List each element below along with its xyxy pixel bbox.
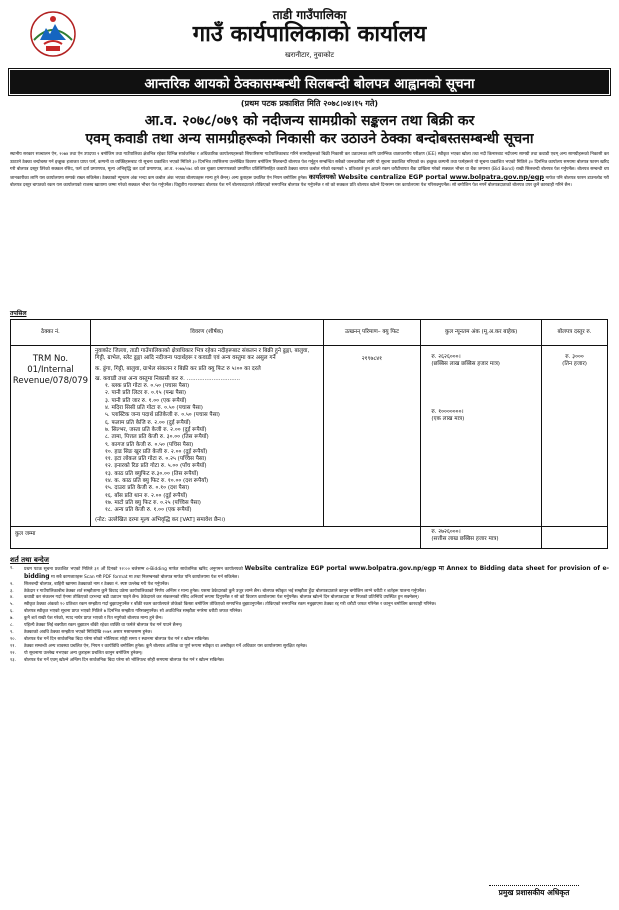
term-number: १. [10, 565, 14, 571]
term-number: २. [10, 581, 14, 587]
list-item: १३. काठ प्रति क्युफिट रु.३०.०० (तिस रूपैयाँ) [104, 470, 199, 477]
term-text [24, 658, 609, 665]
terms-list [10, 566, 609, 665]
municipality-name: ताडी गाउँपालिका [272, 8, 347, 22]
list-item: १७. माटो प्रति क्यु फिट रु. ०.२५ (पच्चिस पैसा) [104, 499, 201, 506]
notice-title [10, 112, 609, 148]
term-item [10, 637, 609, 644]
office-address: खरानीटार, नुवाकोट [284, 51, 335, 59]
term-number: ८. [10, 623, 14, 629]
term-text-a: बोलपत्र स्वीकृत भएको सूचना प्राप्त भएको मितिले ७ दिनभित्र सम्झौता गरिसक्नुपर्नेछ। सो अवधिभित्र सम्झौता नगरेमा धरौटी जफत गरिनेछ। [24, 609, 243, 615]
office-name: गाउँ कार्यपालिकाको कार्यालय [192, 22, 427, 47]
signature-block [489, 885, 579, 898]
term-text [24, 623, 609, 630]
term-text-a: पहिल्यै ठेक्का लिई बक्यौता रकम बुझाउन बाँकी रहेका व्यक्ति वा फर्मले बोलपत्र पेश गर्न पाउने छैनन्। [24, 623, 183, 629]
fee-words: (तिन हजार) [562, 361, 587, 367]
term-highlight: Website centralize EGP portal www.bolpatra.gov.np/egp मा Annex to Bidding data sheet for provision of e-bidding [24, 564, 609, 580]
intro-hl-prefix: कार्यालयको Website centralize EGP portal [308, 172, 450, 181]
col-header-fee: बोलपत्र दस्तुर रु. [542, 320, 608, 346]
term-number: १२. [10, 650, 16, 656]
term-item [10, 566, 609, 582]
term-text-a: ठेकेदार र गाउँपालिकाबीच ठेक्का शर्त सम्झौतामा कुनै विवाद उठेमा कार्यपालिकाको निर्णय अन्तिम र मान्य हुनेछ। यसमा ठेकेदारको कुनै उजुर लाग्ने छैन। बोलपत्र स्वीकृत भई सम्झौता हुँदा बोलपत्रदाताले कानुन बमोजिम लाग्ने धरौटी र शर्तहरू पालना गर्नुपर्नेछ। [24, 588, 426, 594]
table-row [11, 346, 608, 527]
notice-title-line1: आ.व. २०७८/०७९ को नदीजन्य सामग्रीको सङ्कलन तथा बिक्री कर [144, 113, 475, 129]
total-label: कुल जम्मा [11, 526, 421, 548]
total-row [11, 526, 608, 548]
term-text [24, 651, 609, 658]
col-header-description: विवरण (शीर्षक) [90, 320, 323, 346]
term-text-a: कुनै शर्त राखी पेश गरेको, म्याद नाघेर प्राप्त भएको र रित नपुगेको बोलपत्र मान्य हुने छैन। [24, 616, 163, 622]
term-text [24, 582, 609, 589]
amount2-words: (एक लाख मात्र) [431, 416, 465, 422]
list-item: ७. सिल्भर, जस्ता प्रति केजी रु. २.०० (दुई रूपैयाँ) [104, 426, 207, 433]
term-text-a: बोलपत्र पेश गर्ने दिन सार्वजनिक बिदा परेमा सोको भोलिपल्ट सोही समय र स्थानमा बोलपत्र पेश गर्न र खोल्न सकिनेछ। [24, 636, 210, 642]
term-item [10, 658, 609, 665]
description-kha: ख. कवाडी तथा अन्य वस्तुमा निकासी कर रु. .............................. [94, 375, 241, 382]
term-text [24, 637, 609, 644]
term-item [10, 644, 609, 651]
bolpatra-link[interactable]: www.bolpatra.gov.np/egp [449, 172, 545, 181]
list-item: १५. दाउरा प्रति केजी रु. ०.१० (दश पैसा) [104, 485, 190, 492]
term-item [10, 582, 609, 589]
term-number: १३. [10, 657, 16, 663]
term-text-b: मा सबै कागजातहरू Scan गरी PDF format मा तथा निलम्बनको बोलपत्र मार्फत पनि कार्यालयमा पेश गर्न सकिनेछ। [49, 574, 239, 580]
list-item: २. पानी प्रति लिटर रु. ०.१५ (पन्ध्र पैसा) [104, 390, 187, 397]
intro-paragraph [10, 151, 609, 307]
schedule-title: तपसिल [10, 310, 27, 317]
contract-description [90, 346, 323, 527]
col-header-contract-no: ठेक्का नं. [11, 320, 91, 346]
total-value: रु. २७२६०००। [431, 528, 461, 535]
term-item [10, 623, 609, 630]
list-item: १२. इनारको रिङ प्रति गोटा रु. ५.०० (पाँच रूपैयाँ) [104, 463, 207, 470]
nepal-government-emblem-icon [28, 10, 78, 58]
list-item: ६. फलाम प्रति केजि रु. २.०० (दुई रूपैयाँ) [104, 419, 191, 426]
tender-table [10, 319, 608, 549]
minimum-amount [421, 346, 542, 527]
list-item: १४. क. काठ प्रति क्यु फिट रु. १०.०० (दश रूपैयाँ) [104, 478, 209, 485]
term-number: ३. [10, 588, 14, 594]
signatory-title: प्रमुख प्रशासकीय अधिकृत [498, 888, 570, 897]
contract-number: TRM No. 01/Internal Revenue/078/079 [11, 346, 91, 527]
term-text-a: ठेक्काको अवधि ठेक्का सम्झौता भएको मितिदेखि २०७९ असार मसान्तसम्म हुनेछ। [24, 629, 153, 635]
list-item: १८. अन्य प्रति केजी रु. १.०० (एक रूपैयाँ) [104, 507, 192, 514]
excavation-quantity: २१९७८४१ [323, 346, 421, 527]
terms-title: शर्त तथा बन्देज [10, 555, 49, 564]
total-words: (सत्तीस लाख छब्बिस हजार मात्र) [431, 535, 499, 542]
term-text-a: स्वीकृत ठेक्का अंकको १० प्रतिशत रकम सम्झौता गर्दा बुझाउनुपर्नेछ र बाँकी रकम कार्यालयले तोकेको किस्ता बमोजिम तोकिएको समयभित्र बुझाउनुपर्नेछ। तोकिएको समयभित्र रकम नबुझाएमा ठेक्का रद्द गरी धरौटी जफत गरिनेछ र कानुन बमोजिम कारवाही गरिनेछ। [24, 602, 437, 608]
term-text-a: ठेक्का सम्बन्धी अन्य व्यवस्था प्रचलित ऐन, नियम र कार्यविधि बमोजिम हुनेछ। कुनै बोलपत्र आंशिक वा पूर्ण रूपमा स्वीकृत वा अस्वीकृत गर्ने अधिकार यस कार्यालयमा सुरक्षित रहनेछ। [24, 643, 308, 649]
intro-text-1: स्थानीय सरकार सञ्चालन ऐन, २०७४ तथा ऐन उपदफा २ बमोजिम तथा गाउँपालिका क्षेत्रभित्र रहेका विभिन्न सार्वजनिक र अधिकारिक कार्यालयहरूको सिफारिसमा गाउँपालिकाबाट गरिने सामग्रीहरूको बिक्री निकासी कर उठाउनका लागि प्रारम्भिक वातावरणीय परीक्षण (IEE) स्वीकृत भएका खोला तथा नदी किनारबाट नदीजन्य सामग्री तथा कवाडी एवम् अन्य सामग्रीहरूको निकासी कर उठाउने ठेक्का बन्दोबस्त गर्न इच्छुक इजाजत प्राप्त फर्म, कम्पनी वा व्यक्तिहरूबाट यो सूचना प्रकाशित भएको मितिले ३० दिनभित्र तपसिलमा उल्लेखित विवरण बमोजिम सिलबन्दी बोलपत्र पेश गर्नुहुन सम्बन्धित सबैको जानकारीका लागि यो सूचना प्रकाशित गरिएको छ। इच्छुक कम्पनी तथा फर्महरूले यो सूचना प्रकाशित भएको मितिले ३० दिनभित्र कार्यालय समयमा बोलपत्र फारम खरिद गरी बोलपत्र दस्तुर तिरेको सक्कल रसिद, फर्म दर्ता प्रमाणपत्र, मूल्य अभिवृद्धि कर दर्ता प्रमाणपत्र, आ.व. २०७७/०७८ को कर चुक्ता प्रमाणपत्रको प्रमाणित प्रतिलिपिसहित कवाडी ठेक्का बापत कबोल गरेको रकमको ५ प्रतिशतले हुन आउने रकम धरौटीबापत बैंक दाखिला गरेको सक्कल भौचर वा बैंक जमानत (Bid Bond) राखी सिलबन्दी बोलपत्र पेश गर्नुपर्नेछ। बोलपत्र सम्बन्धी थप जानकारीका लागि यस कार्यालयमा सम्पर्क राख्न सकिनेछ। ठेक्काको न्यूनतम अंक भन्दा कम कबोल अंक भएका बोलपत्रहरू मान्य हुने छैनन्। अन्य कुराहरू प्रचलित ऐन नियम बमोजिम हुनेछ। [10, 152, 609, 181]
list-item: ९. कागज प्रति केजी रु. ०.५० (पचिस पैसा) [104, 441, 194, 448]
list-item: ३. पानी प्रति जार रु. १.०० (एक रूपैयाँ) [104, 397, 187, 404]
intro-text-2: मार्फत पनि बोलपत्र फारम डाउनलोड गरी बोलपत्र दस्तुर बापतको रकम यस कार्यालयको राजस्व खातामा जम्मा गरेको सक्कल भौचर पेश गर्नुपर्नेछ। विद्युतीय माध्यमबाट बोलपत्र पेश गर्ने बोलपत्रदाताले तोकिएको समयभित्र बोलपत्र पेश गर्नुपर्नेछ र सो को सक्कल प्रति बोलपत्र खोल्ने दिनसम्म यस कार्यालयमा पेश गरिसक्नुपर्नेछ। सो बमोजिम पेश नगर्ने बोलपत्रदाताको बोलपत्र उपर कुनै कारवाही गरिने छैन। [10, 175, 609, 189]
list-item: १. ब्लक प्रति गोटा रु. ०.५० (पचास पैसा) [104, 383, 190, 390]
rate-list [95, 383, 319, 514]
term-number: ९. [10, 629, 14, 635]
term-text-a: कवाडी कर संकलन गर्दा ऐनमा तोकिएको दरभन्दा बढी उठाउन पाइने छैन। ठेकेदारले कर संकलनको रसिद अनिवार्य रूपमा दिनुपर्नेछ र सो को विवरण कार्यालयमा पेश गर्नुपर्नेछ। बोलपत्र खोल्ने दिन बोलपत्रदाता वा निजको प्रतिनिधि उपस्थित हुन सक्नेछन्। [24, 595, 420, 601]
notice-banner: आन्तरिक आयको ठेक्कासम्बन्धी सिलबन्दी बोलपत्र आह्वानको सूचना [10, 70, 609, 94]
intro-highlight [309, 173, 544, 181]
table-header-row [11, 320, 608, 346]
list-item: १०. हाड सिङ खुर प्रति केजी रु. २.०० (दुई रूपैयाँ) [104, 448, 208, 455]
list-item: ५. प्लास्टिक जन्य पदार्थ प्रतिकेजी रु. ०.५० (पचास पैसा) [104, 412, 220, 419]
bid-fee [542, 346, 608, 527]
term-text [24, 630, 609, 637]
list-item: ४. मदिरा सिसी प्रति गोटा रु. ०.५० (पचास पैसा) [104, 405, 203, 412]
term-number: ४. [10, 595, 14, 601]
total-amount [421, 526, 542, 548]
term-text-a: बोलपत्र पेश गर्ने एवम् खोल्ने अन्तिम दिन सार्वजनिक बिदा परेमा सो भोलिपल्ट सोही समयमा बोलपत्र पेश गर्न र खोल्न सकिनेछ। [24, 657, 225, 663]
term-number: १०. [10, 636, 16, 642]
col-header-min-amount: कुल न्यूनतम अंक (मू.अ.कर बाहेक) [421, 320, 542, 346]
publication-date: (प्रथम पटक प्रकाशित मिति २०७८।०४।१५ गते) [240, 99, 379, 108]
term-number: ११. [10, 643, 16, 649]
amount1-words: (छब्बिस लाख छब्बिस हजार मात्र) [431, 361, 500, 367]
term-item [10, 630, 609, 637]
term-text [24, 566, 609, 582]
term-number: ७. [10, 616, 14, 622]
term-number: ६. [10, 609, 14, 615]
term-text-a: सिलबन्दी बोलपत्र, बाहिरी खाममा ठेक्काको नाम र ठेक्का नं. स्पष्ट उल्लेख गरी पेश गर्नुपर्नेछ। [24, 581, 170, 587]
description-lead: नुवाकोट जिल्ला, ताडी गाउँपालिकाको क्षेत्राधिकार भित्र रहेका नदीहरूबाट संकलन र बिक्री हुने ढुङ्गा, बालुवा, गिट्टी, ग्राभेल, स्लेट ढुङ्गा आदि नदीजन्य पदार्थहरू र कवाडी एवं अन्य वस्तुमा कर असुल गर्ने [94, 348, 310, 362]
vat-note: (नोट: उल्लेखित दरमा मूल्य अभिवृद्धि कर [VAT] समावेश छैन।) [94, 516, 226, 523]
term-number: ५. [10, 602, 14, 608]
total-fee-empty [542, 526, 608, 548]
term-text [24, 644, 609, 651]
fee-value: रु. ३००० [565, 354, 584, 360]
col-header-quantity: उत्खनन् परिमाण– क्यु फिट [323, 320, 421, 346]
term-text-a: यो सूचनामा उल्लेख नभएका अन्य कुराहरू प्रचलित कानुन बमोजिम हुनेछन्। [24, 650, 143, 656]
list-item: ११. इटा लोकल प्रति गोटा रु. ०.२५ (पच्चिस पैसा) [104, 456, 207, 463]
list-item: ८. तामा, पित्तल प्रति केजी रु. ३०.०० (तिस रूपैयाँ) [104, 434, 209, 441]
notice-title-line2: एवम् कवाडी तथा अन्य सामग्रीहरूको निकासी कर उठाउने ठेक्का बन्दोबस्तसम्बन्धी सूचना [85, 131, 534, 147]
description-ka: क. ढुंगा, गिट्टी, बालुवा, ग्राभेल संकलन र बिक्री कर प्रति क्यु फिट रु ५।०० का दरले [94, 365, 261, 372]
letterhead [10, 6, 609, 64]
term-text-a: प्रथम पटक सूचना प्रकाशित भएको मितिले ३१ औं दिनको १२:०० बजेसम्म e-Bidding मार्फत सार्वजनिक खरिद अनुगमन कार्यालयको [24, 566, 245, 572]
amount1-value: रु. २६२६०००। [431, 354, 461, 360]
list-item: १६. बाँस प्रति थान रु. २.०० (दुई रूपैयाँ) [104, 492, 188, 499]
term-item [10, 651, 609, 658]
amount2-value: रु. १०००००००। [431, 409, 464, 415]
